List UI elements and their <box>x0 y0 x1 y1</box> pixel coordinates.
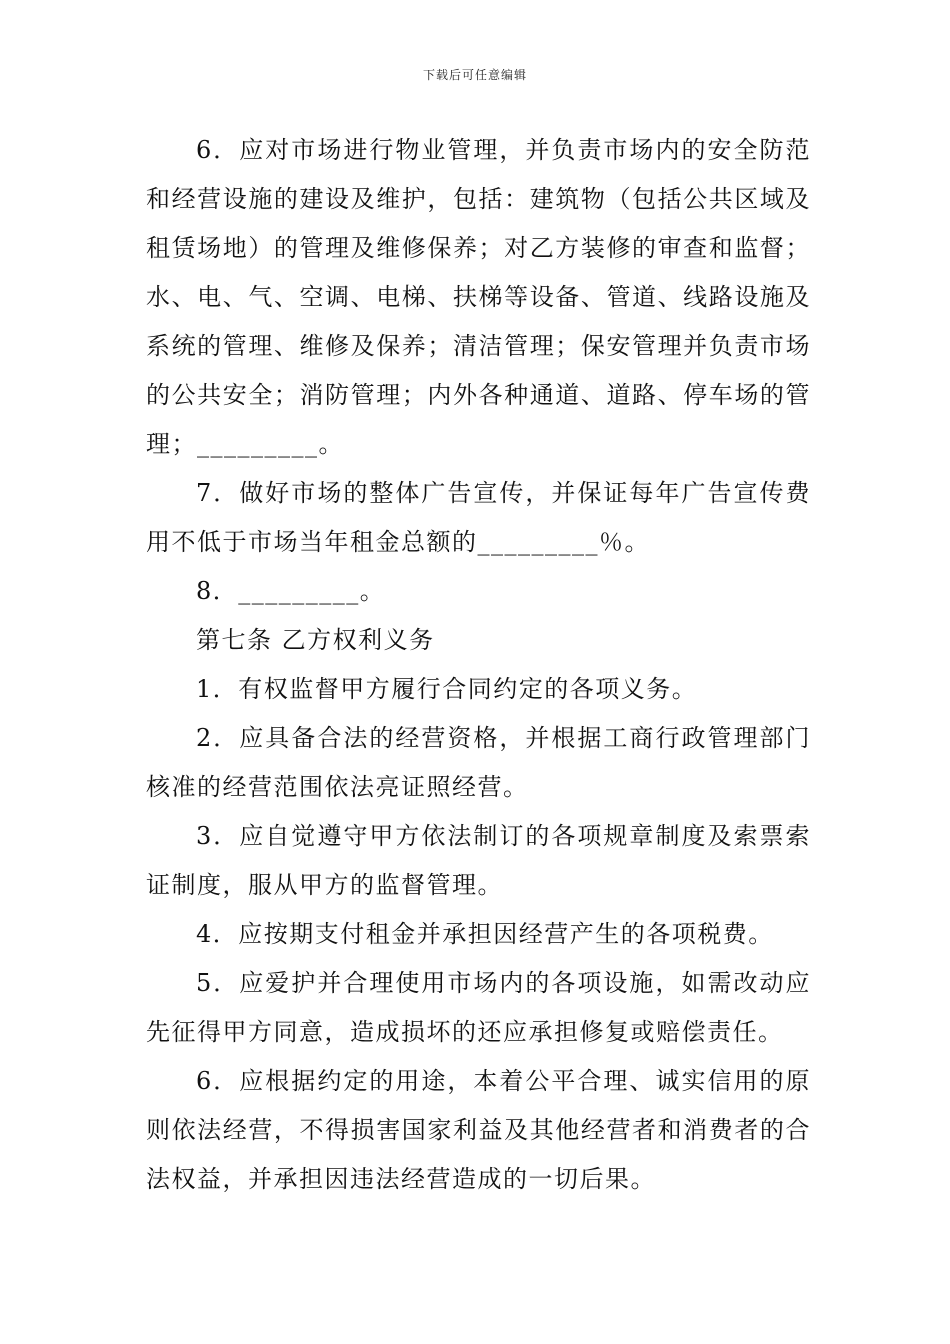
document-body <box>146 126 811 1204</box>
paragraph-clause-8: 8．_________。 <box>196 577 386 605</box>
paragraph-article7-item-1: 1．有权监督甲方履行合同约定的各项义务。 <box>196 675 698 703</box>
paragraph-article7-item-2: 2．应具备合法的经营资格，并根据工商行政管理部门核准的经营范围依法亮证照经营。 <box>146 724 811 801</box>
paragraph-article7-item-3: 3．应自觉遵守甲方依法制订的各项规章制度及索票索证制度，服从甲方的监督管理。 <box>146 822 811 899</box>
page-header-note: 下载后可任意编辑 <box>422 68 527 82</box>
paragraph-clause-6: 6．应对市场进行物业管理，并负责市场内的安全防范和经营设施的建设及维护，包括：建筑物（包括公共区域及租赁场地）的管理及维修保养；对乙方装修的审查和监督；水、电、气、空调、电梯、扶梯等设备、管道、线路设施及系统的管理、维修及保养；清洁管理；保安管理并负责市场的公共安全；消防管理；内外各种通道、道路、停车场的管理；_________。 <box>146 136 811 458</box>
paragraph-article7-item-5: 5．应爱护并合理使用市场内的各项设施，如需改动应先征得甲方同意，造成损坏的还应承担修复或赔偿责任。 <box>146 969 811 1046</box>
section-heading-article-7: 第七条 乙方权利义务 <box>196 626 435 654</box>
paragraph-article7-item-6: 6．应根据约定的用途，本着公平合理、诚实信用的原则依法经营，不得损害国家利益及其他经营者和消费者的合法权益，并承担因违法经营造成的一切后果。 <box>146 1067 811 1193</box>
paragraph-article7-item-4: 4．应按期支付租金并承担因经营产生的各项税费。 <box>196 920 774 948</box>
paragraph-clause-7: 7．做好市场的整体广告宣传，并保证每年广告宣传费用不低于市场当年租金总额的_________％。 <box>146 479 811 556</box>
